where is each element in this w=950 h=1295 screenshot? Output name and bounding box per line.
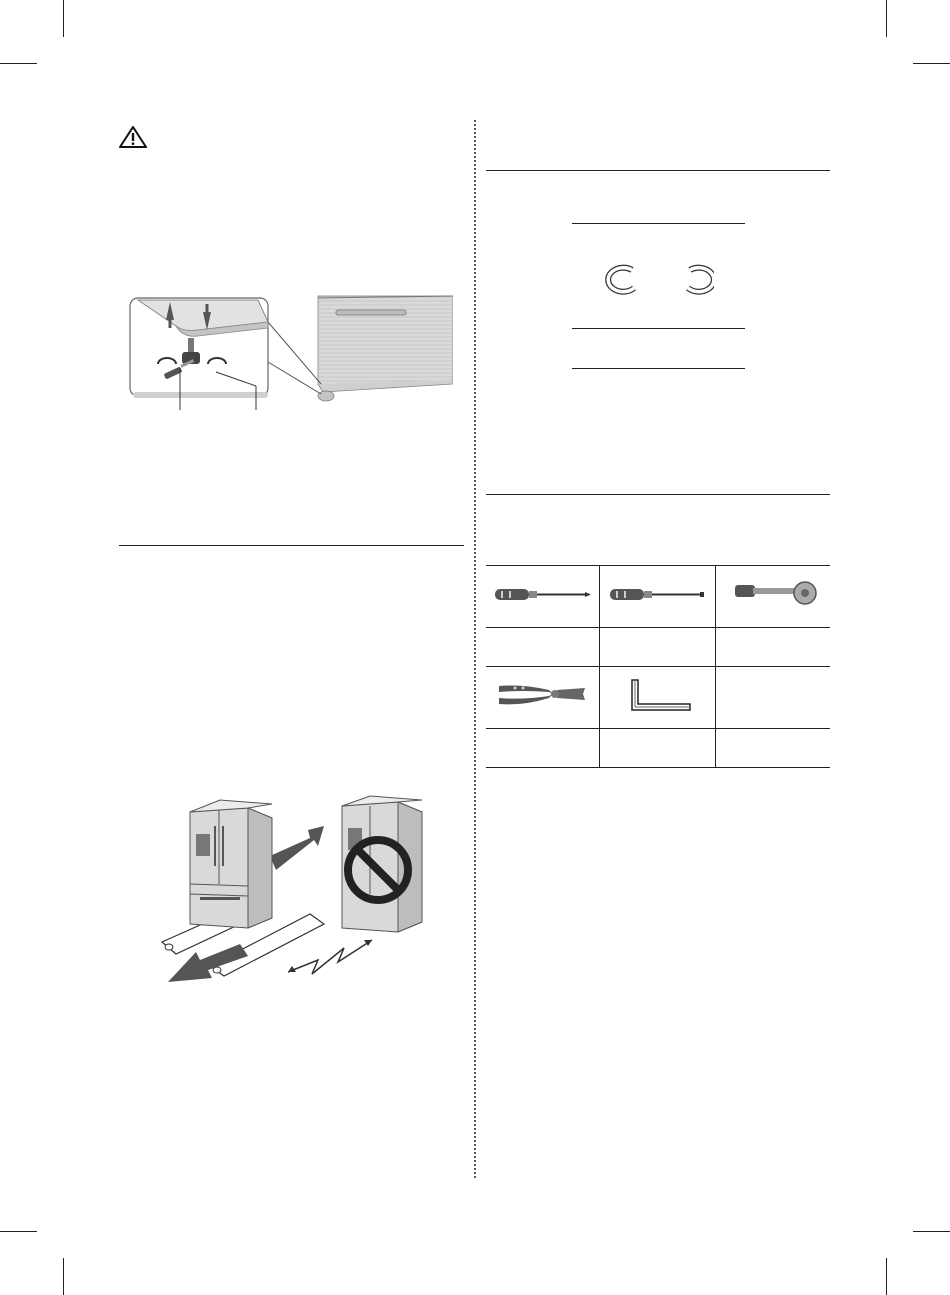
allen-wrench-icon	[618, 678, 698, 712]
tool-label-cell	[716, 628, 831, 667]
section-rule-right-1	[486, 170, 830, 171]
tool-cell	[716, 667, 831, 729]
socket-wrench-icon	[723, 581, 823, 607]
crop-mark-bottom-left-h	[0, 1231, 37, 1232]
tool-cell	[600, 566, 716, 628]
flat-screwdriver-icon	[608, 585, 708, 603]
crop-mark-top-right-h	[913, 63, 950, 64]
tool-cell	[486, 667, 600, 729]
tools-table	[486, 565, 830, 768]
clip-rule-top	[572, 223, 745, 224]
tool-label-cell	[600, 729, 716, 768]
tools-label-row-1	[486, 628, 830, 667]
warning-icon	[119, 126, 147, 148]
tool-label-cell	[716, 729, 831, 768]
crop-mark-top-left-h	[0, 63, 37, 64]
tool-cell	[486, 566, 600, 628]
clip-rule-bottom	[572, 368, 745, 369]
pliers-icon	[493, 680, 593, 710]
tool-label-cell	[486, 628, 600, 667]
crop-mark-top-left-v	[63, 0, 64, 37]
clip-rule-middle	[572, 328, 745, 329]
tools-image-row-1	[486, 566, 830, 628]
section-rule-right-2	[486, 494, 830, 495]
phillips-screwdriver-icon	[493, 585, 593, 603]
crop-mark-bottom-left-v	[63, 1258, 64, 1295]
crop-mark-top-right-v	[886, 0, 887, 37]
tool-cell	[600, 667, 716, 729]
crop-mark-bottom-right-h	[913, 1231, 950, 1232]
crop-mark-bottom-right-v	[886, 1258, 887, 1295]
tool-label-cell	[600, 628, 716, 667]
tools-image-row-2	[486, 667, 830, 729]
tool-label-cell	[486, 729, 600, 768]
leveling-leg-illustration	[128, 292, 453, 412]
c-clip-rings	[602, 262, 714, 298]
tool-cell	[716, 566, 831, 628]
tools-label-row-2	[486, 729, 830, 768]
column-divider	[474, 120, 476, 1178]
moving-fridge-illustration	[160, 794, 440, 986]
section-rule-left	[119, 545, 464, 546]
